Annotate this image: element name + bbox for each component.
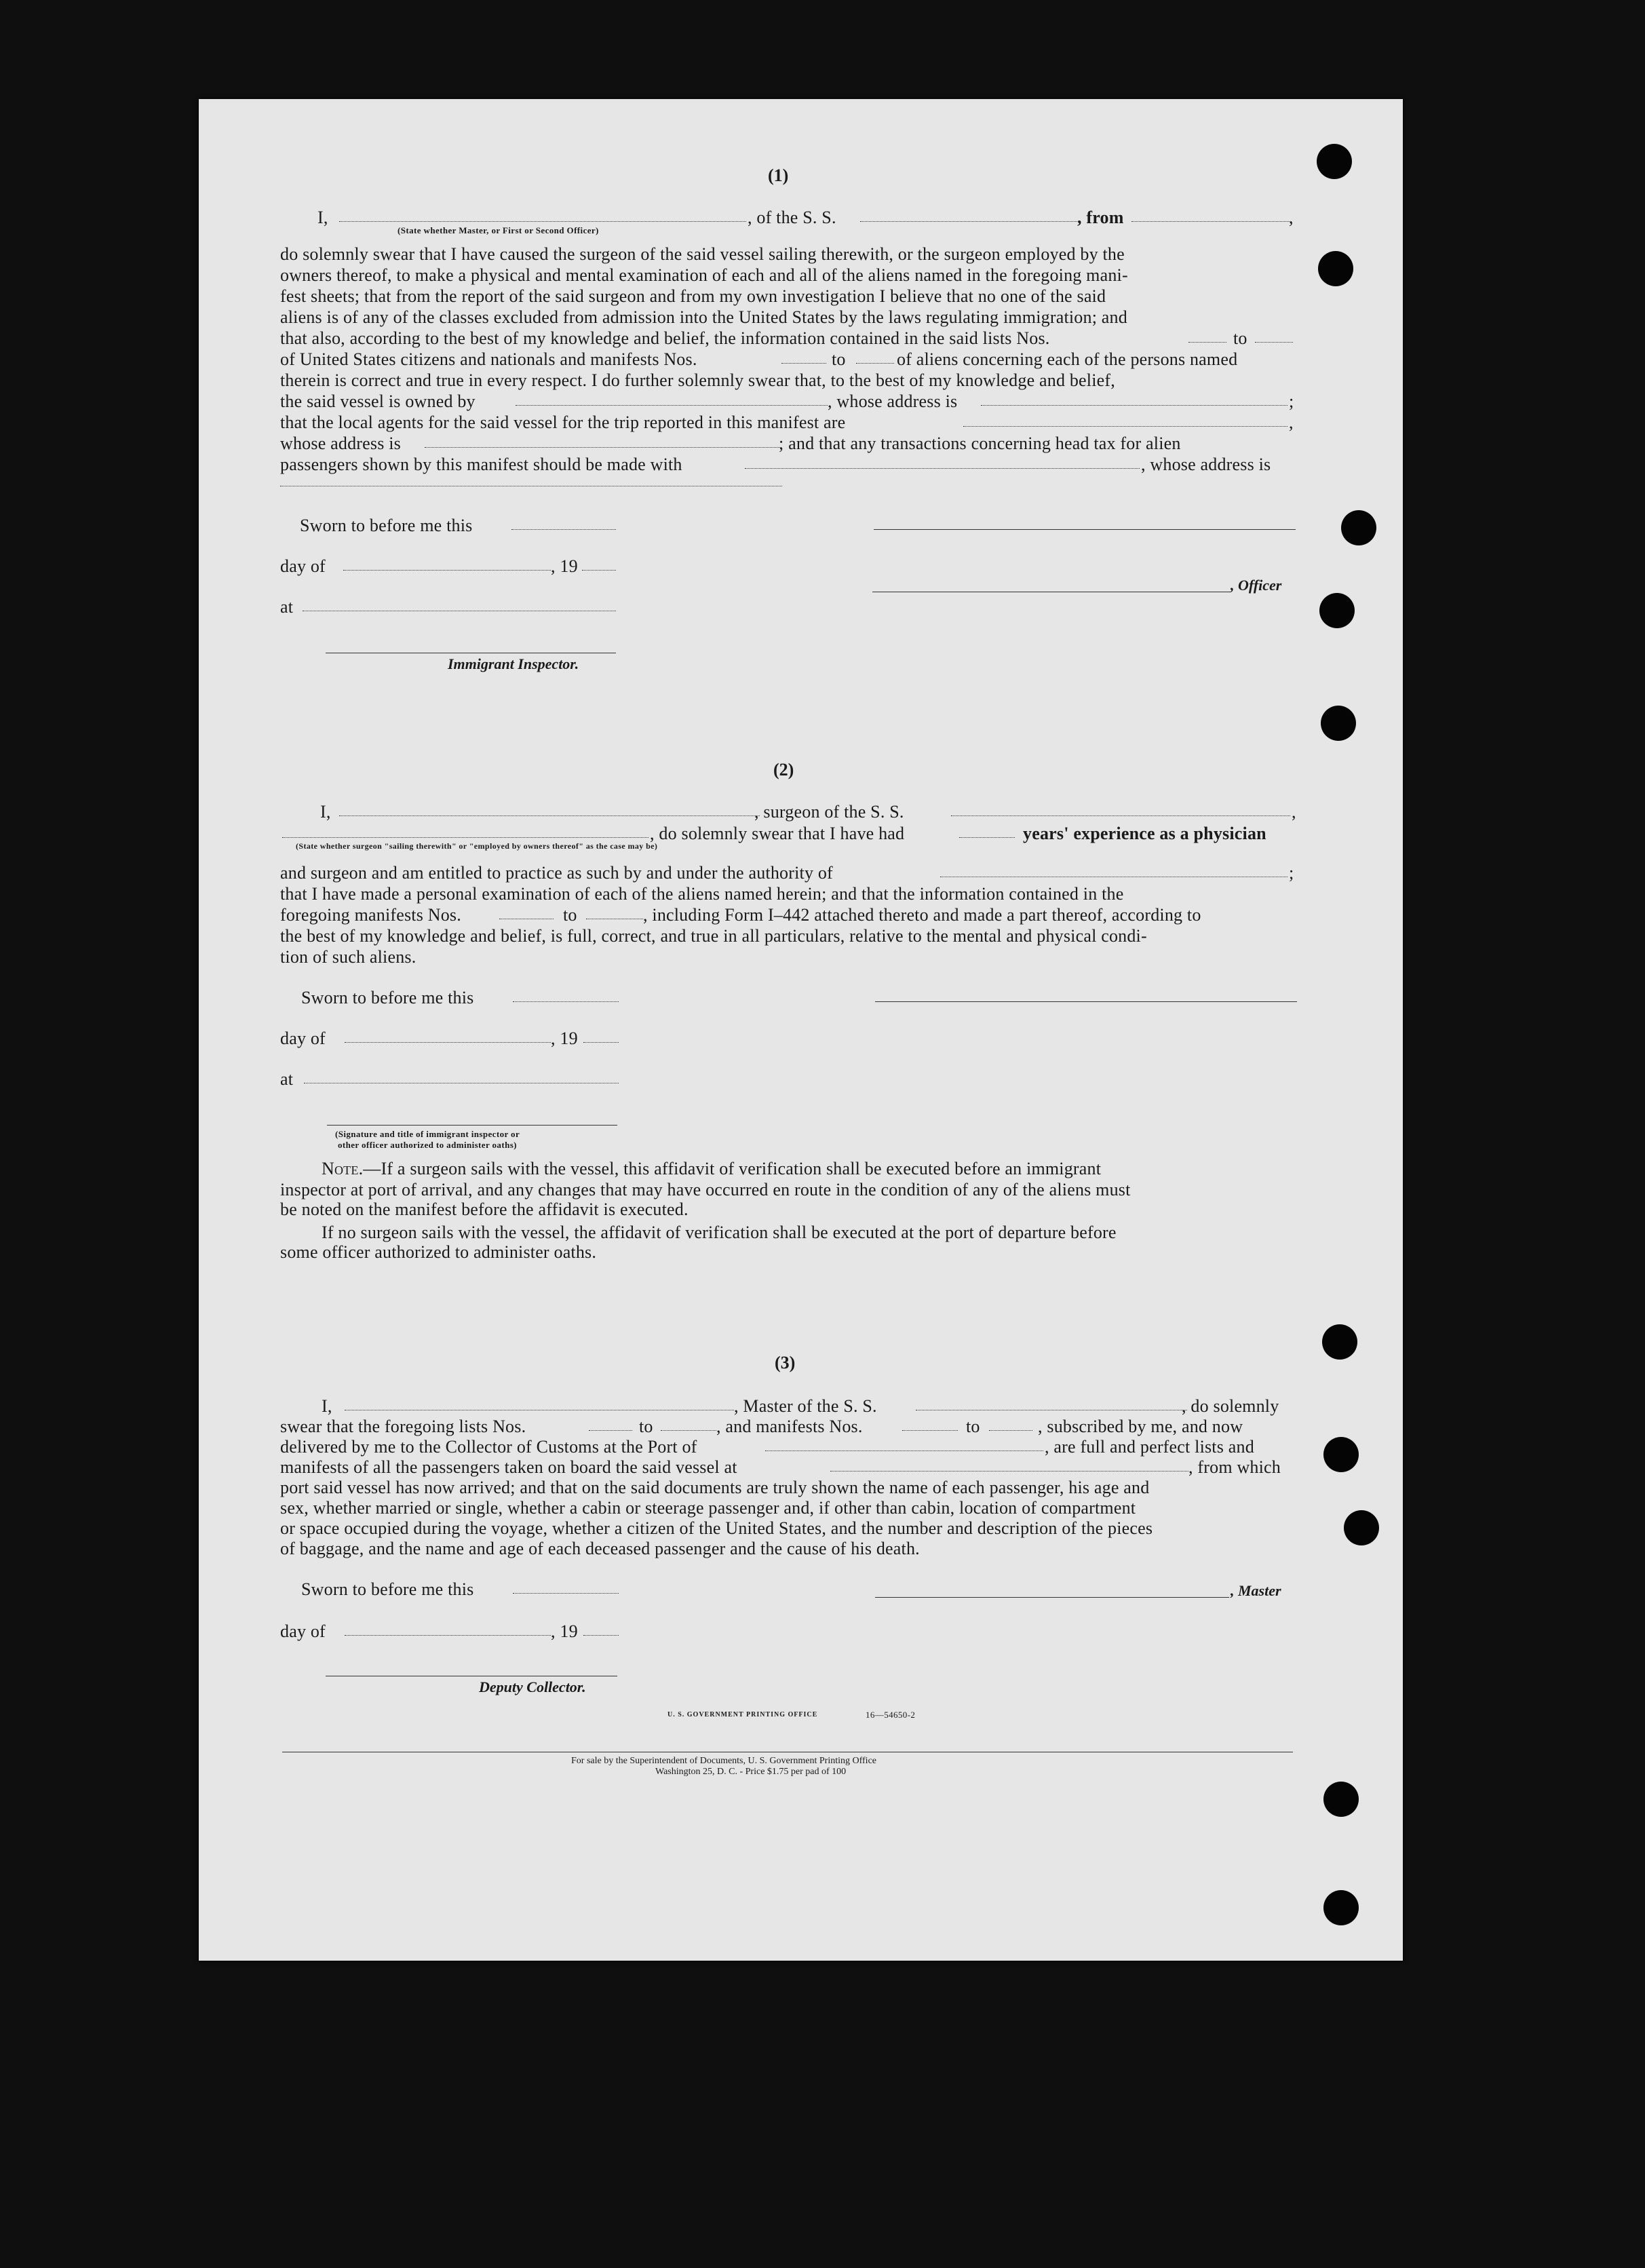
s3-lists-to[interactable] [661, 1430, 716, 1431]
s3-master-of-ss: , Master of the S. S. [734, 1396, 877, 1416]
s3-body-1: port said vessel has now arrived; and that on the said documents are truly shown the name of each passenger, his age and [280, 1478, 1150, 1497]
s1-body-5: that also, according to the best of my knowledge and belief, the information contained in the said lists Nos. [280, 328, 1050, 348]
s1-headtax-field[interactable] [745, 468, 1140, 469]
s1-body-11: passengers shown by this manifest should be made with [280, 455, 682, 474]
s2-note-text-1: —If a surgeon sails with the vessel, this affidavit of verification shall be executed before an immigrant [363, 1159, 1102, 1178]
s3-master-line[interactable] [875, 1597, 1229, 1598]
s1-caption: (State whether Master, or First or Second Officer) [398, 225, 599, 235]
s2-to: to [563, 905, 577, 925]
s2-note-1 [322, 1159, 1101, 1179]
s2-caption: (State whether surgeon "sailing therewith" or "employed by owners thereof" as the case may be) [296, 841, 658, 851]
s3-manifests-to[interactable] [989, 1430, 1032, 1431]
s1-officer-name-field[interactable] [339, 221, 746, 222]
s3-body-2: sex, whether married or single, whether a cabin or steerage passenger and, if other than cabin, location of compartment [280, 1498, 1136, 1518]
s2-years-experience-text: years' experience as a physician [1023, 824, 1266, 843]
s1-body-3: fest sheets; that from the report of the said surgeon and from my own investigation I believe that no one of the said [280, 286, 1106, 306]
s3-to-1: to [639, 1417, 653, 1436]
s3-sworn-day-field[interactable] [513, 1593, 619, 1594]
section-1-number: (1) [768, 166, 789, 185]
s1-vessel-field[interactable] [860, 221, 1077, 222]
s2-body-4: the best of my knowledge and belief, is full, correct, and true in all particulars, relative to the mental and physical condi- [280, 926, 1147, 946]
s3-port-field[interactable] [765, 1450, 1043, 1451]
s3-manifests-from[interactable] [902, 1430, 958, 1431]
punch-hole [1321, 706, 1356, 741]
s2-signature-line[interactable] [875, 1001, 1297, 1002]
s1-sworn-day-field[interactable] [511, 529, 616, 530]
s2-sig-caption-2: other officer authorized to administer oaths) [338, 1140, 517, 1150]
s2-sworn: Sworn to before me this [301, 988, 474, 1007]
s2-body-2: that I have made a personal examination of each of the aliens named herein; and that the information contained in the [280, 884, 1124, 904]
s1-body-9: that the local agents for the said vessel for the trip reported in this manifest are [280, 412, 846, 432]
s1-body-1: do solemnly swear that I have caused the surgeon of the said vessel sailing therewith, or the surgeon employed by the [280, 244, 1125, 264]
s2-sig-caption-1: (Signature and title of immigrant inspector or [335, 1129, 520, 1139]
s1-whose-address-2: , whose address is [1141, 455, 1271, 474]
s3-from-which: , from which [1188, 1457, 1281, 1477]
s1-agents-address-field[interactable] [425, 447, 781, 448]
s1-to-2: to [832, 349, 846, 369]
punch-hole [1318, 251, 1353, 286]
s1-month-field[interactable] [343, 570, 551, 571]
s3-day-of: day of [280, 1621, 326, 1641]
s1-body-2: owners thereof, to make a physical and mental examination of each and all of the aliens named in the foregoing mani- [280, 265, 1128, 285]
s2-year: , 19 [551, 1029, 578, 1048]
s3-to-2: to [966, 1417, 980, 1436]
s2-i: I, [320, 802, 331, 822]
s2-day-of: day of [280, 1029, 326, 1048]
s3-subscribed: , subscribed by me, and now [1038, 1417, 1243, 1436]
punch-hole [1323, 1890, 1359, 1925]
s3-delivered: delivered by me to the Collector of Customs at the Port of [280, 1437, 697, 1457]
s1-at: at [280, 597, 294, 617]
s2-vessel-field[interactable] [951, 815, 1290, 816]
s1-i: I, [317, 208, 328, 227]
s3-body-4: of baggage, and the name and age of each deceased passenger and the cause of his death. [280, 1539, 920, 1558]
s2-do-solemnly: , do solemnly swear that I have had [650, 824, 905, 843]
s1-inspector: Immigrant Inspector. [448, 655, 579, 672]
punch-hole [1344, 1510, 1379, 1545]
s2-body-1: and surgeon and am entitled to practice as such by and under the authority of [280, 863, 833, 883]
s2-surgeon-of-ss: , surgeon of the S. S. [754, 802, 904, 822]
s1-of-aliens: of aliens concerning each of the persons named [897, 349, 1238, 369]
s3-boarded-at-field[interactable] [830, 1471, 1188, 1472]
s1-day-of: day of [280, 556, 326, 576]
s2-years-experience [1023, 824, 1266, 844]
s1-lists-to[interactable] [1255, 342, 1293, 343]
s2-surgeon-name-field[interactable] [339, 815, 760, 816]
punch-hole [1323, 1437, 1359, 1472]
s1-semicolon: ; [1289, 391, 1294, 411]
s2-note-lead: Note. [322, 1159, 364, 1178]
s3-body-3: or space occupied during the voyage, whether a citizen of the United States, and the number and description of the pieces [280, 1518, 1153, 1538]
s3-year: , 19 [551, 1621, 578, 1641]
s2-note-5: some officer authorized to administer oaths. [280, 1242, 597, 1262]
s3-swear-lists: swear that the foregoing lists Nos. [280, 1417, 526, 1436]
s2-body-3: foregoing manifests Nos. [280, 905, 461, 925]
s1-manifests-from[interactable] [781, 363, 826, 364]
s2-inspector-line[interactable] [327, 1125, 617, 1126]
s2-years-field[interactable] [959, 837, 1015, 838]
s1-sworn: Sworn to before me this [300, 516, 473, 535]
s2-comma: , [1292, 802, 1296, 822]
s3-month-field[interactable] [345, 1635, 551, 1636]
s3-full-perfect: , are full and perfect lists and [1045, 1437, 1254, 1457]
s2-year-field[interactable] [583, 1042, 619, 1043]
s3-i: I, [322, 1396, 332, 1416]
punch-hole [1323, 1782, 1359, 1817]
s1-body-4: aliens is of any of the classes excluded from admission into the United States by the laws regulating immigration; and [280, 307, 1127, 327]
footer-sale-1: For sale by the Superintendent of Documents, U. S. Government Printing Office [571, 1756, 876, 1766]
s2-at: at [280, 1069, 294, 1089]
s1-of-ss: , of the S. S. [748, 208, 836, 227]
footer-form-no: 16—54650-2 [866, 1710, 916, 1720]
punch-hole [1319, 593, 1355, 628]
s1-body-7: therein is correct and true in every respect. I do further solemnly swear that, to the best of my knowledge and belief, [280, 370, 1115, 390]
footer-sale-2: Washington 25, D. C. - Price $1.75 per pad of 100 [655, 1767, 847, 1777]
s1-owner-address-field[interactable] [981, 405, 1288, 406]
punch-hole [1341, 510, 1376, 545]
s2-body-5: tion of such aliens. [280, 947, 417, 967]
s1-year-field[interactable] [582, 570, 616, 571]
s1-comma: , [1289, 208, 1294, 227]
s3-collector: Deputy Collector. [479, 1678, 586, 1695]
s2-status-field[interactable] [282, 837, 649, 838]
s1-lists-from[interactable] [1188, 342, 1226, 343]
s2-note-4: If no surgeon sails with the vessel, the affidavit of verification shall be executed at the port of departure before [322, 1223, 1117, 1242]
s3-lists-from[interactable] [589, 1430, 632, 1431]
s1-whose-address: , whose address is [828, 391, 958, 411]
punch-hole [1322, 1324, 1357, 1360]
s3-and-manifests: , and manifests Nos. [716, 1417, 863, 1436]
punch-hole [1317, 144, 1352, 179]
s1-signature-line[interactable] [874, 529, 1296, 530]
s1-owner-field[interactable] [516, 405, 828, 406]
s1-body-10: whose address is [280, 434, 401, 453]
s2-including: , including Form I–442 attached thereto and made a part thereof, according to [643, 905, 1201, 925]
s2-semicolon: ; [1289, 863, 1294, 883]
section-2-number: (2) [773, 760, 794, 780]
s1-transactions: ; and that any transactions concerning head tax for alien [779, 434, 1181, 453]
s1-to-1: to [1233, 328, 1247, 348]
s1-body-8: the said vessel is owned by [280, 391, 476, 411]
s1-year: , 19 [551, 556, 578, 576]
s1-agents-field[interactable] [963, 426, 1288, 427]
s2-note-3: be noted on the manifest before the affidavit is executed. [280, 1199, 689, 1219]
section-3-number: (3) [775, 1353, 796, 1372]
s1-from: , from [1077, 208, 1124, 227]
s3-year-field[interactable] [583, 1635, 619, 1636]
s3-do-solemnly: , do solemnly [1182, 1396, 1279, 1416]
s1-body-6: of United States citizens and nationals and manifests Nos. [280, 349, 697, 369]
s1-manifests-to[interactable] [856, 363, 894, 364]
s2-month-field[interactable] [345, 1042, 551, 1043]
s2-note-2: inspector at port of arrival, and any changes that may have occurred en route in the condition of any of the aliens must [280, 1180, 1131, 1199]
s3-sworn: Sworn to before me this [301, 1579, 474, 1599]
footer-gpo: U. S. GOVERNMENT PRINTING OFFICE [667, 1711, 818, 1718]
s1-officer: , Officer [1231, 577, 1282, 594]
s1-from-field[interactable] [1131, 221, 1292, 222]
s2-sworn-day-field[interactable] [513, 1001, 619, 1002]
s1-comma-2: , [1289, 412, 1294, 432]
s3-manifests-all: manifests of all the passengers taken on board the said vessel at [280, 1457, 737, 1477]
s3-master: , Master [1231, 1582, 1281, 1599]
